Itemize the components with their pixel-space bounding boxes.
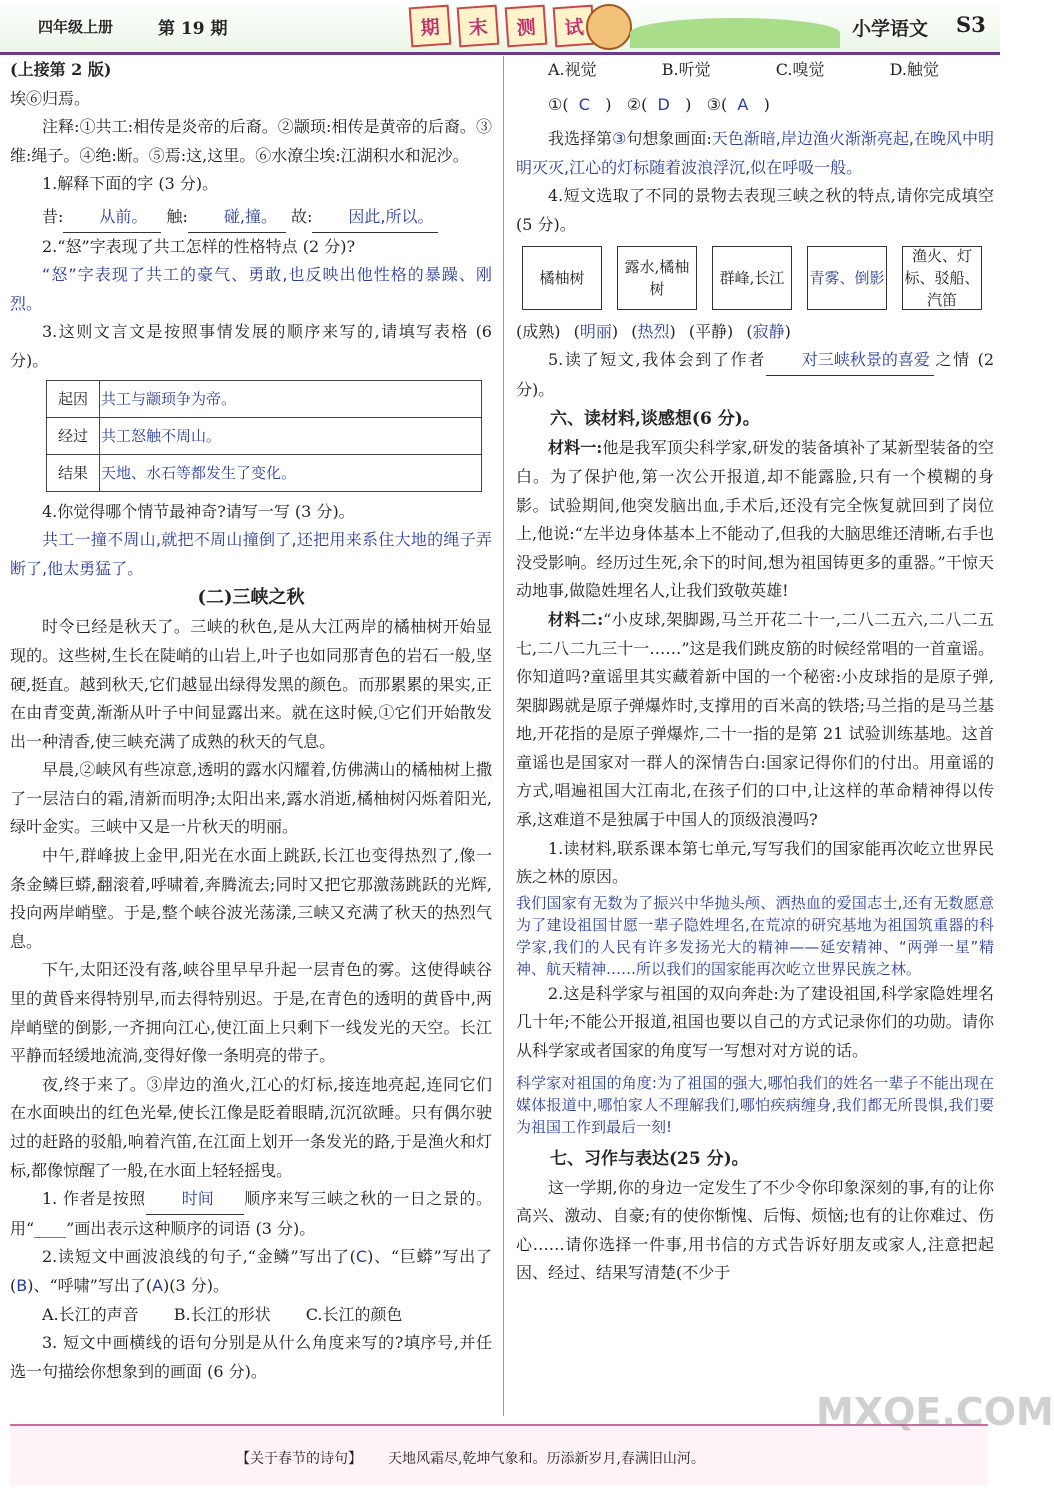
question-text: )(3 分)。 bbox=[163, 1275, 230, 1295]
material-label: 材料一: bbox=[548, 438, 603, 458]
fill-label: ) bbox=[605, 94, 612, 114]
question-3: 3.这则文言文是按照事情发展的顺序来写的,请填写表格 (6 分)。 bbox=[10, 322, 492, 370]
hills-decoration bbox=[630, 18, 840, 48]
fill-label: ③( bbox=[706, 94, 728, 114]
answer-word[interactable]: 寂静 bbox=[752, 321, 785, 341]
option-label: A.视觉 bbox=[548, 60, 597, 79]
issue-label: 第 19 期 bbox=[158, 19, 228, 39]
scene-box: 露水,橘柚树 bbox=[617, 246, 697, 310]
material-text: “小皮球,架脚踢,马兰开花二十一,二八二五六,二八二五七,二八二九三十一……”这是我们跳皮筋的时候经常唱的一首童谣。你知道吗?童谣里其实藏着新中国的一个秘密:小皮球指的是原子弹,架脚踢就是原子弹爆炸时,支撑用的百米高的铁塔;马兰指的是马兰基地,开花指的是原子弹爆炸,二十一指的是第 21 试验训练基地。这首童谣也是国家对一群人的深情告白:国家记得你们的付出。用童谣的方式,唱遍祖国大江南北,在孩子们的口中,让这样的革命精神得以传承,这难道不是独属于中国人的顶级浪漫吗? bbox=[516, 609, 994, 830]
fill-label: (平静) bbox=[688, 321, 734, 341]
question-text: 之情 (2 分)。 bbox=[516, 350, 994, 399]
question-text: 5.读了短文,我体会到了作者 bbox=[548, 350, 766, 370]
table-key: 起因 bbox=[47, 380, 100, 417]
cow-mascot-icon bbox=[586, 4, 632, 50]
header-tab: 测 bbox=[505, 5, 548, 48]
section-heading: 七、习作与表达(25 分)。 bbox=[550, 1148, 749, 1169]
q1-key: 触: bbox=[166, 206, 188, 226]
question-text: 2.读短文中画波浪线的句子,“金鳞”写出了( bbox=[42, 1247, 356, 1267]
passage-paragraph: 中午,群峰披上金甲,阳光在水面上跳跃,长江也变得热烈了,像一条金鳞巨蟒,翻滚着,呼啸着,奔腾流去;同时又把它那激荡跳跃的光辉,投向两岸峭壁。于是,整个峡谷波光荡漾,三峡又充满了秋天的热烈气息。 bbox=[10, 846, 492, 951]
fill-label: ②( bbox=[626, 94, 648, 114]
question-text: 句想象画面: bbox=[626, 129, 712, 149]
answer-choice[interactable]: C bbox=[355, 1247, 368, 1267]
option-label: C.长江的颜色 bbox=[305, 1304, 403, 1324]
option-label: B.长江的形状 bbox=[173, 1304, 271, 1324]
header-tabs bbox=[410, 6, 594, 46]
column-divider bbox=[503, 56, 504, 1416]
handwritten-answer[interactable]: 我们国家有无数为了振兴中华抛头颅、洒热血的爱国志士,还有无数愿意为了建设祖国甘愿一辈子隐姓埋名,在荒凉的研究基地为祖国筑重器的科学家,我们的人民有许多发扬光大的精神——延安精神、“两弹一星”精神、航天精神……所以我们的国家能再次屹立世界民族之林。 bbox=[516, 893, 994, 978]
handwritten-answer[interactable]: “怒”字表现了共工的豪气、勇敢,也反映出他性格的暴躁、刚烈。 bbox=[10, 265, 492, 313]
grade-label: 四年级上册 bbox=[38, 18, 114, 36]
answer-blank[interactable]: 对三峡秋景的喜爱 bbox=[766, 346, 934, 376]
fill-label: ) bbox=[763, 94, 770, 114]
passage-paragraph: 时令已经是秋天了。三峡的秋色,是从大江两岸的橘柚树开始显现的。这些树,生长在陡峭的山岩上,叶子也如同那青色的岩石一般,坚硬,挺直。越到秋天,它们越显出绿得发黑的颜色。而那累累的果实,正在由青变黄,渐渐从叶子中间显露出来。就在这时候,①它们开始散发出一种清香,使三峡充满了成熟的秋天的气息。 bbox=[10, 617, 492, 751]
question-text: 我选择第 bbox=[548, 129, 613, 149]
q1-key: 昔: bbox=[42, 206, 64, 226]
passage-paragraph: 早晨,②峡风有些凉意,透明的露水闪耀着,仿佛满山的橘柚树上撒了一层洁白的霜,清新而明净;太阳出来,露水消逝,橘柚树闪烁着阳光,绿叶金实。三峡中又是一片秋天的明丽。 bbox=[10, 760, 492, 837]
fill-label: ( bbox=[573, 321, 580, 341]
fill-label: ①( bbox=[548, 94, 569, 114]
table-key: 经过 bbox=[47, 417, 100, 454]
option-label: B.听觉 bbox=[661, 60, 711, 79]
text-line: 埃⑥归焉。 bbox=[10, 88, 91, 108]
fill-label: ) bbox=[669, 321, 676, 341]
annotations: 注释:①共工:相传是炎帝的后裔。②颛顼:相传是黄帝的后裔。③维:绳子。④绝:断。⑤焉:这,这里。⑥水潦尘埃:江湖积水和泥沙。 bbox=[10, 117, 492, 165]
watermark: MXQE.COM bbox=[816, 1390, 1054, 1434]
option-label: A.长江的声音 bbox=[42, 1304, 139, 1324]
fill-label: ) bbox=[611, 321, 619, 341]
question-text: 顺序来写三峡之秋的一日之景的。用“____”画出表示这种顺序的词语 (3 分)。 bbox=[10, 1189, 492, 1238]
footer-poem bbox=[236, 1448, 705, 1468]
page-number: S3 bbox=[956, 12, 986, 37]
question-text: )、“呼啸”写出了( bbox=[27, 1275, 153, 1295]
fill-label: (成熟) bbox=[516, 321, 561, 341]
scene-box-answer[interactable]: 青雾、倒影 bbox=[807, 246, 887, 310]
scene-boxes bbox=[522, 246, 994, 310]
table-row bbox=[47, 417, 482, 454]
answer-blank[interactable]: 时间 bbox=[146, 1185, 244, 1215]
fill-label: ( bbox=[746, 321, 753, 341]
section-heading: 六、读材料,谈感想(6 分)。 bbox=[550, 409, 760, 430]
table-row bbox=[47, 454, 482, 491]
continued-note: (上接第 2 版) bbox=[10, 60, 112, 79]
question-text: 3. 短文中画横线的语句分别是从什么角度来写的?填序号,并任选一句描绘你想象到的画面 (6 分)。 bbox=[10, 1333, 492, 1381]
passage-title: (二)三峡之秋 bbox=[197, 587, 305, 609]
question-1: 1.解释下面的字 (3 分)。 bbox=[42, 174, 219, 194]
option-label: C.嗅觉 bbox=[775, 60, 825, 79]
answer-blank[interactable]: 碰,撞。 bbox=[188, 203, 286, 233]
answer-blank[interactable]: 因此,所以。 bbox=[312, 203, 437, 233]
question-text: 1. 作者是按照 bbox=[42, 1189, 146, 1209]
fill-label: ) bbox=[784, 321, 791, 341]
material-text: 他是我军顶尖科学家,研发的装备填补了某新型装备的空白。为了保护他,第一次公开报道,却不能露脸,只有一个模糊的身影。试验期间,他突发脑出血,手术后,还没有完全恢复就回到了岗位上,他说:“左半边身体基本上不能动了,但我的大脑思维还清晰,右手也没受影响。经历过生死,余下的时间,想为祖国铸更多的重器。”干惊天动地事,做隐姓埋名人,让我们致敬英雄! bbox=[516, 438, 994, 601]
scene-box: 橘柚树 bbox=[522, 246, 602, 310]
subject-label: 小学语文 bbox=[852, 18, 929, 40]
option-label: D.触觉 bbox=[889, 60, 939, 79]
answer-blank[interactable]: 从前。 bbox=[63, 203, 161, 233]
right-column bbox=[516, 56, 994, 1288]
footer-poem-text: 天地风霜尽,乾坤气象和。历添新岁月,春满旧山河。 bbox=[388, 1451, 705, 1467]
scene-box: 群峰,长江 bbox=[712, 246, 792, 310]
fill-label: ( bbox=[631, 321, 638, 341]
handwritten-answer[interactable]: 天色渐暗,岸边渔火渐渐亮起,在晚风中明明灭灭,江心的灯标随着波浪浮沉,似在呼吸一般。 bbox=[516, 129, 994, 177]
table-row bbox=[47, 380, 482, 417]
story-table bbox=[46, 380, 482, 492]
question-4: 4.短文选取了不同的景物去表现三峡之秋的特点,请你完成填空 (5 分)。 bbox=[516, 186, 994, 234]
header-tab: 末 bbox=[457, 5, 500, 48]
material-label: 材料二: bbox=[548, 609, 604, 629]
question-2: 2.“怒”字表现了共工怎样的性格特点 (2 分)? bbox=[42, 236, 356, 256]
footer-label: 【关于春节的诗句】 bbox=[236, 1451, 362, 1467]
answer-choice[interactable]: D bbox=[657, 94, 670, 114]
handwritten-answer[interactable]: 科学家对祖国的角度:为了祖国的强大,哪怕我们的姓名一辈子不能出现在媒体报道中,哪怕家人不理解我们,哪怕疾病缠身,我们都无所畏惧,我们要为祖国工作到最后一刻! bbox=[516, 1073, 994, 1136]
essay-prompt: 这一学期,你的身边一定发生了不少令你印象深刻的事,有的让你高兴、激动、自豪;有的使你惭愧、后悔、烦恼;也有的让你难过、伤心……请你选择一件事,用书信的方式告诉好朋友或家人,注意把起因、经过、结果写清楚(不少于 bbox=[516, 1177, 994, 1283]
header-tab: 试 bbox=[553, 5, 596, 48]
table-key: 结果 bbox=[47, 454, 100, 491]
answer-choice[interactable]: A bbox=[737, 94, 749, 114]
left-column bbox=[10, 56, 492, 1386]
header-tab: 期 bbox=[409, 5, 452, 48]
table-answer[interactable]: 共工怒触不周山。 bbox=[100, 417, 482, 454]
table-answer[interactable]: 共工与颛顼争为帝。 bbox=[100, 380, 482, 417]
question-text: )、“巨蟒”写出了( bbox=[10, 1247, 492, 1295]
handwritten-answer[interactable]: 共工一撞不周山,就把不周山撞倒了,还把用来系住大地的绳子弄断了,他太勇猛了。 bbox=[10, 530, 492, 578]
scene-box: 渔火、灯标、驳船、汽笛 bbox=[902, 246, 982, 310]
q1-key: 故: bbox=[291, 206, 313, 226]
table-answer[interactable]: 天地、水石等都发生了变化。 bbox=[100, 454, 482, 491]
answer-choice[interactable]: A bbox=[152, 1275, 164, 1295]
answer-choice[interactable]: C bbox=[578, 94, 590, 114]
question-text: 1.读材料,联系课本第七单元,写写我们的国家能再次屹立世界民族之林的原因。 bbox=[516, 838, 994, 887]
answer-choice[interactable]: B bbox=[16, 1275, 28, 1295]
answer-word[interactable]: 明丽 bbox=[579, 321, 612, 341]
page-header bbox=[0, 0, 1000, 55]
answer-word[interactable]: 热烈 bbox=[637, 321, 670, 341]
fill-label: ) bbox=[685, 94, 692, 114]
passage-paragraph: 下午,太阳还没有落,峡谷里早早升起一层青色的雾。这使得峡谷里的黄昏来得特别早,而去得特别迟。于是,在青色的透明的黄昏中,两岸峭壁的倒影,一齐拥向江心,使江面上只剩下一线发光的天空。长江平静而轻缓地流淌,变得好像一条明亮的带子。 bbox=[10, 960, 492, 1066]
passage-paragraph: 夜,终于来了。③岸边的渔火,江心的灯标,接连地亮起,连同它们在水面映出的红色光晕,使长江像是眨着眼睛,沉沉欲睡。只有偶尔驶过的赶路的驳船,响着汽笛,在江面上划开一条发光的路,于是渔火和灯标,都像惊醒了一般,在水面上轻轻摇曳。 bbox=[10, 1074, 492, 1180]
answer-choice[interactable]: ③ bbox=[612, 129, 627, 149]
question-4: 4.你觉得哪个情节最神奇?请写一写 (3 分)。 bbox=[42, 501, 355, 521]
question-text: 2.这是科学家与祖国的双向奔赴:为了建设祖国,科学家隐姓埋名几十年;不能公开报道,祖国也要以自己的方式记录你们的功勋。请你从科学家或者国家的角度写一写想对对方说的话。 bbox=[516, 983, 994, 1061]
